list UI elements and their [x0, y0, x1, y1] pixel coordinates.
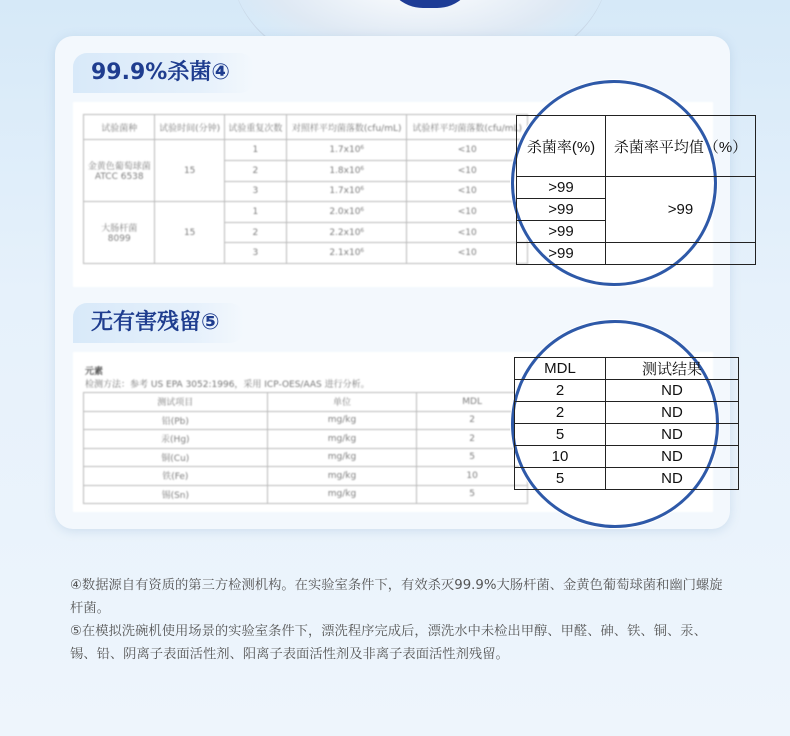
report-cell: 铁(Fe)	[84, 467, 268, 486]
zoom-header-cell: 测试结果	[606, 358, 739, 380]
zoom-cell: >99	[517, 177, 606, 199]
report-cell: 2	[417, 411, 528, 430]
report-cell: 1.7x10⁶	[286, 140, 407, 161]
report-cell: 2	[417, 430, 528, 449]
report-cell: 2	[224, 160, 286, 181]
report-cell: 铅(Pb)	[84, 411, 268, 430]
report-cell: 汞(Hg)	[84, 430, 268, 449]
report-cell: <10	[407, 202, 528, 223]
report-header-cell: 试验样平均菌落数(cfu/mL)	[407, 115, 528, 140]
footnotes	[70, 574, 730, 666]
table-row	[515, 402, 739, 424]
report-cell: <10	[407, 140, 528, 161]
zoom-cell: ND	[606, 424, 739, 446]
zoom-cell: >99	[517, 199, 606, 221]
footnote-4: ④数据源自有资质的第三方检测机构。在实验室条件下，有效杀灭99.9%大肠杆菌、金黄色葡萄球菌和幽门螺旋杆菌。	[70, 578, 723, 616]
table-row	[84, 115, 528, 140]
table-row	[517, 116, 756, 177]
table-row	[84, 140, 528, 161]
report-cell: 1.7x10⁶	[286, 181, 407, 202]
report-cell: <10	[407, 222, 528, 243]
table-row	[517, 243, 756, 265]
report-cell-text: 金黄色葡萄球菌	[87, 162, 151, 173]
sterilization-zoom-table	[516, 115, 756, 265]
zoom-cell: >99	[517, 221, 606, 243]
footnote-5: ⑤在模拟洗碗机使用场景的实验室条件下，漂洗程序完成后，漂洗水中未检出甲醇、甲醛、砷、铁、铜、汞、锡、铅、阴离子表面活性剂、阳离子表面活性剂及非离子表面活性剂残留。	[70, 624, 707, 662]
table-row	[84, 393, 528, 412]
table-row	[84, 485, 528, 504]
report-header-cell: 试验时间(分钟)	[155, 115, 224, 140]
table-row	[84, 430, 528, 449]
report-cell-text: 8099	[107, 234, 131, 245]
report-header-cell: 试验菌种	[84, 115, 155, 140]
report-cell-text: 大肠杆菌	[101, 224, 138, 235]
zoom-cell: ND	[606, 446, 739, 468]
report-cell: <10	[407, 243, 528, 264]
product-blue-part	[385, 0, 475, 8]
sterilization-title-text: 99.9%杀菌④	[91, 60, 230, 85]
report-cell: 2.1x10⁶	[286, 243, 407, 264]
report-cell: <10	[407, 181, 528, 202]
table-row	[515, 446, 739, 468]
table-row	[84, 202, 528, 223]
zoom-cell: 10	[515, 446, 606, 468]
table-row	[84, 411, 528, 430]
zoom-cell: ND	[606, 468, 739, 490]
report-cell: <10	[407, 160, 528, 181]
zoom-cell: 2	[515, 402, 606, 424]
table-row	[515, 380, 739, 402]
report-cell: 1	[224, 140, 286, 161]
no-residue-title	[73, 303, 244, 343]
zoom-cell: >99	[517, 243, 606, 265]
zoom-cell: 5	[515, 424, 606, 446]
residue-zoom-table	[514, 357, 739, 490]
report-cell: 铜(Cu)	[84, 448, 268, 467]
report-cell: mg/kg	[267, 448, 417, 467]
report-cell: mg/kg	[267, 430, 417, 449]
residue-report-method: 检测方法：参考 US EPA 3052:1996，采用 ICP-OES/AAS 进行分析。	[85, 380, 370, 390]
table-row	[84, 467, 528, 486]
residue-report-heading: 元素	[85, 367, 104, 377]
report-header-cell: 单位	[267, 393, 417, 412]
report-cell: 5	[417, 485, 528, 504]
no-residue-title-text: 无有害残留⑤	[91, 310, 220, 335]
report-header-cell: 测试项目	[84, 393, 268, 412]
residue-magnifier	[511, 320, 719, 528]
table-row	[517, 177, 756, 199]
zoom-header-cell: 杀菌率平均值（%）	[606, 116, 756, 177]
report-cell: mg/kg	[267, 467, 417, 486]
report-cell: 2.2x10⁶	[286, 222, 407, 243]
sterilization-title	[73, 53, 254, 93]
report-cell-text: ATCC 6538	[94, 172, 144, 183]
sterilization-report-table	[83, 114, 528, 264]
table-row	[84, 448, 528, 467]
zoom-cell	[606, 243, 756, 265]
zoom-header-cell: 杀菌率(%)	[517, 116, 606, 177]
report-cell: 15	[155, 202, 224, 264]
table-row	[515, 468, 739, 490]
report-header-cell: 对照样平均菌落数(cfu/mL)	[286, 115, 407, 140]
zoom-header-cell: MDL	[515, 358, 606, 380]
report-cell: 10	[417, 467, 528, 486]
table-row	[515, 424, 739, 446]
report-cell: 5	[417, 448, 528, 467]
report-cell: 15	[155, 140, 224, 202]
content-card	[55, 36, 748, 529]
report-cell: 2	[224, 222, 286, 243]
zoom-cell: >99	[606, 177, 756, 243]
report-cell: 1.8x10⁶	[286, 160, 407, 181]
zoom-cell: 2	[515, 380, 606, 402]
report-cell: 锡(Sn)	[84, 485, 268, 504]
zoom-cell: 5	[515, 468, 606, 490]
report-cell: 3	[224, 243, 286, 264]
report-cell: 3	[224, 181, 286, 202]
report-cell	[84, 202, 155, 264]
report-cell: mg/kg	[267, 485, 417, 504]
report-cell: 2.0x10⁶	[286, 202, 407, 223]
zoom-cell: ND	[606, 402, 739, 424]
report-header-cell: 试验重复次数	[224, 115, 286, 140]
report-cell: 1	[224, 202, 286, 223]
report-cell	[84, 140, 155, 202]
sterilization-magnifier	[511, 80, 748, 286]
residue-report-table	[83, 392, 528, 504]
table-row	[515, 358, 739, 380]
report-header-cell: MDL	[417, 393, 528, 412]
report-cell: mg/kg	[267, 411, 417, 430]
zoom-cell: ND	[606, 380, 739, 402]
